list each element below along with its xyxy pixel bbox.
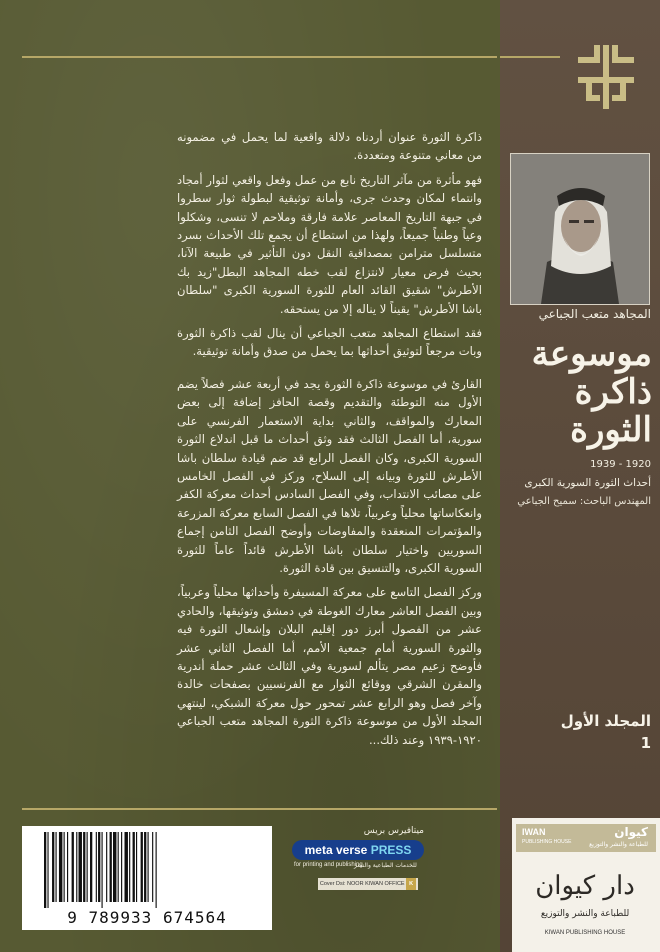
top-divider [22,56,497,58]
photo-caption: المجاهد متعب الجباعي [538,307,651,321]
barcode-bar [56,832,57,902]
publisher-name-en: KIWAN PUBLISHING HOUSE [544,930,626,936]
barcode-bar [156,832,157,908]
isbn-number: 9 789933 674564 [67,908,227,927]
barcode-bar [59,832,62,902]
printer-tagline-en: for printing and publishing [294,862,363,868]
barcode-bar [98,832,100,902]
barcode-bar [133,832,135,902]
barcode-bar [148,832,149,902]
barcode-bar [141,832,143,902]
logo-press-text: PRESS [370,843,412,857]
author-name: المهندس الباحث: سميح الجباعي [517,496,651,507]
metaverse-press-logo [292,840,424,860]
bottom-divider [22,808,497,810]
barcode-bars [40,832,254,908]
barcode-bar [136,832,137,902]
printer-block [290,826,430,916]
barcode-bar [152,832,153,902]
barcode-bar [96,832,97,902]
paragraph-2: فهو مأثرة من مآثر التاريخ نابع من عمل وفعل واقعي لثوار أمجاد وانتماء لمكان وحدث جرى، وأمانة توثيقية لبطولة ثوار سطروا في جبهة التاريخ المعاصر علامة فارقة وملاحم لا تنسى، وشكلوا وعياً وطنياً جميعاً، ولهذا من استطاع أن يجمع تلك الأحداث بسرد متسلسل مترامن بمصداقية النقل دون التأثير في طبيعة الآنا، بحيث فرض معيار لانتزاع لقب خطه المجاهد البطل"زيد بك الأطرش" شقيق القائد العام للثورة السورية الكبرى "سلطان باشا الأطرش" يقيناً لا يناله إلا من يستحقه. [177,172,482,316]
volume-number: 1 [640,734,651,752]
publisher-tag-en-small: PUBLISHING HOUSE [522,839,572,845]
paragraph-1: ذاكرة الثورة عنوان أردناه دلالة واقعية لما يحمل في مضمونه من معاني متنوعة ومتعددة. [177,130,482,163]
paragraph-4: القارئ في موسوعة ذاكرة الثورة يجد في أربعة عشر فصلاً يضم الأول منه التوطئة والتقديم وقصة الحافز إضافة إلى بعض المعارك والمواقف، والثاني بداية الاستعمار الفرنسي على سورية، أما الفصل الثالث فقد وثق أحداث ما قبل اندلاع الثورة السورية الكبرى، وكان الفصل الرابع قد ضم قيادة سلطان باشا الأطرش للثورة وبيانه إلى السلاح، وركز في الفصل الخامس على مصائب الانتداب، وفي الفصل السادس أحداث معركة الكفر وانعكاساتها محلياً وعربياً، تلاها في الفصل السابع معركة المزرعة والمؤتمرات المنعقدة والمفاوضات وأوضح الفصل الثامن إجماع السوريين واختيار سلطان باشا الأطرش قائداً عاماً للثورة السورية الكبرى، والتنسيق بين قادة الثورة. [177,376,482,575]
publisher-tag [516,824,656,852]
publisher-tag-ar-small: للطباعة والنشر والتوزيع [589,841,648,848]
barcode-bar [44,832,46,908]
barcode-bar [76,832,77,902]
book-title [502,335,652,449]
paragraph-3: فقد استطاع المجاهد متعب الجباعي أن ينال لقب ذاكرة الثورة وبات مرجعاً لتوثيق أحداثها بما يحمل من صدق وأمانة توثيقية. [177,326,482,359]
right-panel [500,0,660,952]
volume-label: المجلد الأول [560,712,651,730]
title-line-1: موسوعة [531,334,652,374]
barcode-bar [47,832,48,908]
back-cover-text [177,128,482,755]
design-mark: K [406,878,416,890]
isbn-barcode [22,826,272,930]
series-logo-icon [575,40,637,114]
barcode-bar [144,832,146,902]
paragraph-5: وركز الفصل التاسع على معركة المسيفرة وأحداثها محلياً وعربياً، وبين الفصل العاشر معارك الغوطة في دمشق وتوثيقها، والحادي عشر من الفصول أبرز دور إقليم البلان وإشعال الثورة فيه والثورة السورية أمام جمعية الأمم، أما الفصل الثاني عشر فأوضح زعيم مصر يتألم لسورية وفي الثالث عشر حملة أندرية والمقرن الشرقي ووقائع الثوار مع الفرنسيين بصفحات خالدة وآخر فصل وهو الرابع عشر تمحور حول معركة الشبكي، لينتهي المجلد الأول من موسوعة ذاكرة الثورة المجاهد متعب الجباعي ١٩٢٠-١٩٣٩ وعند ذلك... [177,585,482,747]
book-subtitle: أحداث الثورة السورية الكبرى [524,477,651,489]
printer-tagline-ar: للخدمات الطباعية والنشر [354,862,417,869]
publisher-tag-en: IWAN [522,827,546,837]
publisher-tag-ar: كيوان [614,825,648,839]
barcode-bar [83,832,85,902]
barcode-bar [102,832,103,908]
printer-arabic-name: ميتافيرس بريس [363,826,424,836]
seal-text: دار كيوان [535,871,635,901]
title-line-3: الثورة [570,410,652,450]
date-range: 1920 - 1939 [590,459,651,470]
design-credit-text: Cover Dsi: NOOR KIWAN OFFICE [319,881,405,887]
barcode-bar [64,832,65,902]
publisher-seal-icon [520,860,650,930]
barcode-bar [125,832,128,902]
barcode-bar [52,832,54,902]
barcode-bar [118,832,119,902]
barcode-bar [129,832,130,902]
barcode-bar [72,832,74,902]
barcode-bar [121,832,122,902]
publisher-block [512,818,660,952]
seal-subtext: للطباعة والنشر والتوزيع [540,909,630,919]
barcode-bar [87,832,88,902]
cover-design-credit [318,878,418,890]
barcode-bar [67,832,68,902]
top-divider-right [500,56,560,58]
barcode-bar [110,832,112,902]
portrait-photo [510,153,650,305]
barcode-bar [79,832,82,902]
logo-main-text: meta verse [304,843,368,857]
title-line-2: ذاكرة [574,372,652,412]
barcode-bar [106,832,107,902]
barcode-bar [90,832,92,902]
barcode-bar [113,832,116,902]
